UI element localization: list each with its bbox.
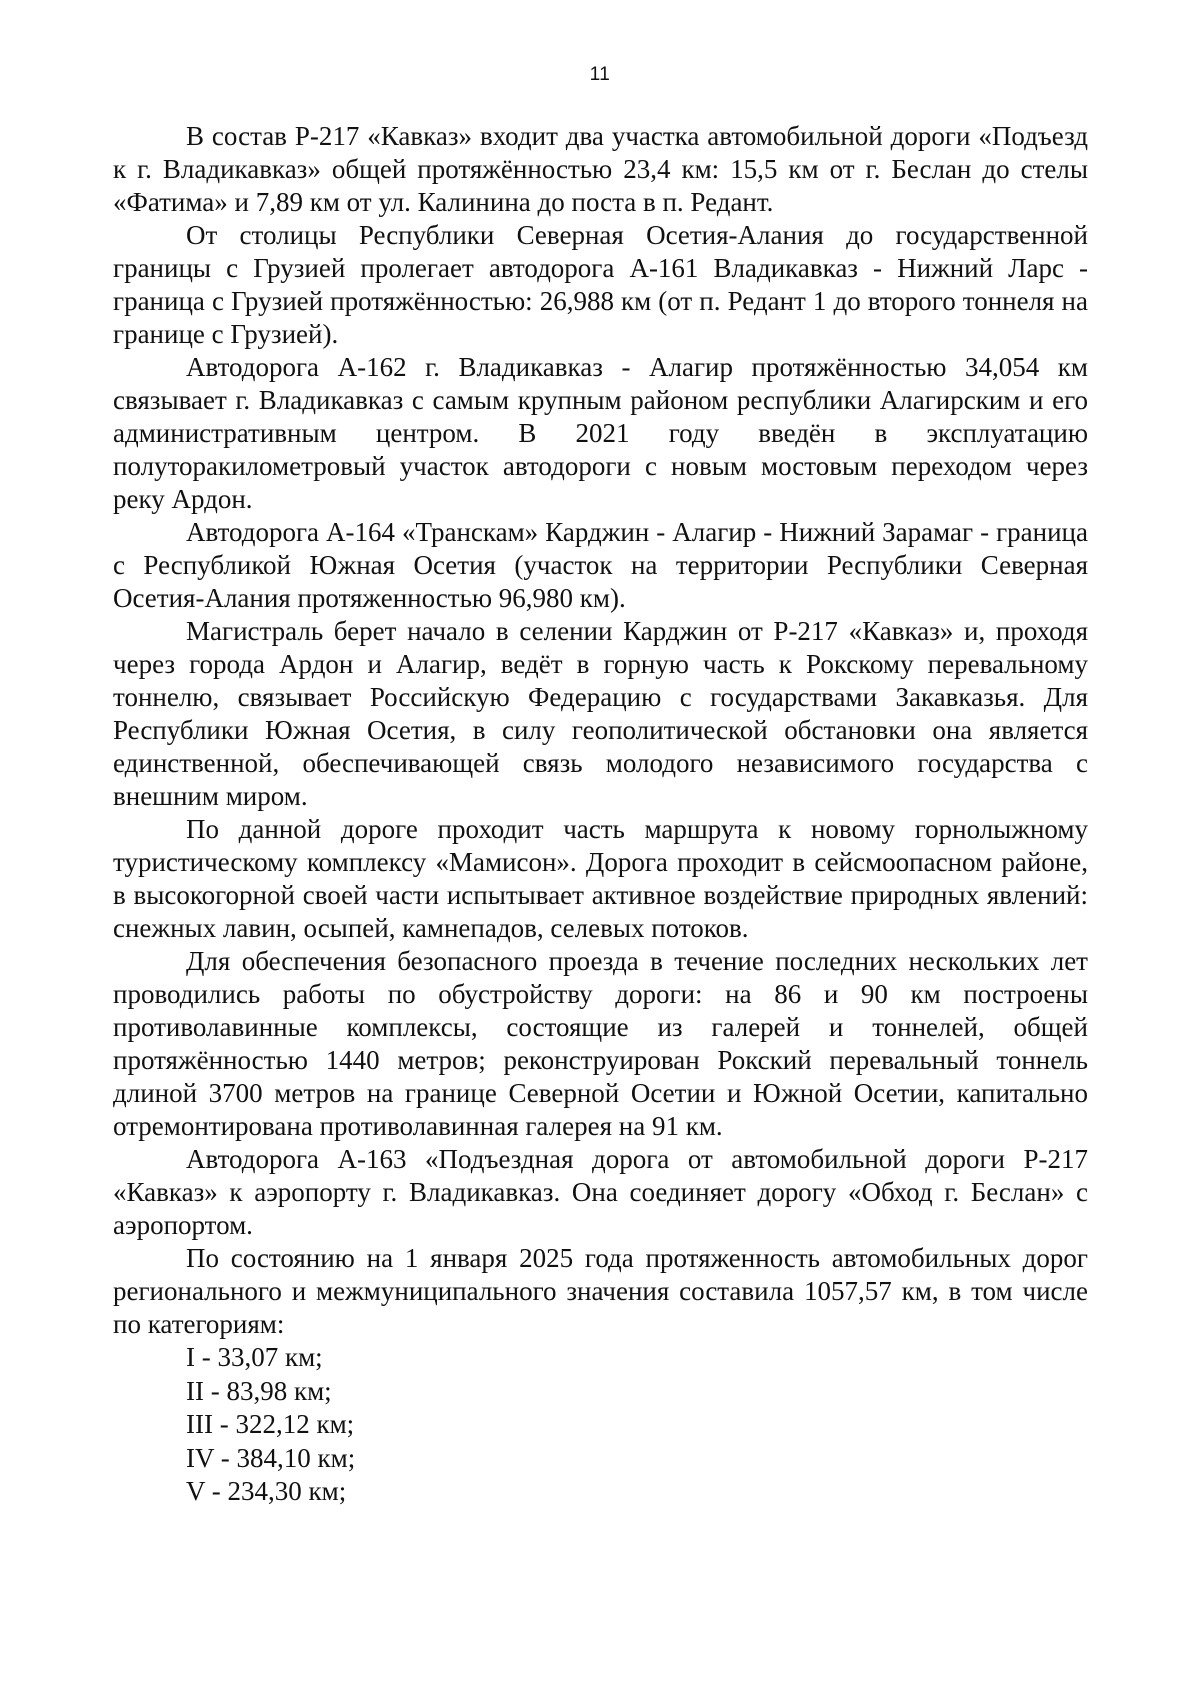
paragraph-a162: Автодорога А-162 г. Владикавказ - Алагир протяжённостью 34,054 км связывает г. Владикавказ с самым крупным районом республики Алагирским и его административным центром. В 2021 году введён в эксплуатацию полуторакилометровый участок автодороги с новым мостовым переходом через реку Ардон. (113, 352, 1088, 514)
page-number: 11 (589, 64, 611, 85)
paragraph-a164: Автодорога А-164 «Транскам» Карджин - Алагир - Нижний Зарамаг - граница с Республикой Южная Осетия (участок на территории Республики Северная Осетия-Алания протяженностью 96,980 км). (113, 517, 1088, 613)
paragraph-safety-works: Для обеспечения безопасного проезда в течение последних нескольких лет проводились работы по обустройству дороги: на 86 и 90 км построены противолавинные комплексы, состоящие из галерей и тоннелей, общей протяжённостью 1440 метров; реконструирован Рокский перевальный тоннель длиной 3700 метров на границе Северной Осетии и Южной Осетии, капитально отремонтирована противолавинная галерея на 91 км. (113, 946, 1088, 1141)
paragraph-magistral: Магистраль берет начало в селении Карджин от Р-217 «Кавказ» и, проходя через города Ардон и Алагир, ведёт в горную часть к Рокскому перевальному тоннелю, связывает Российскую Федерацию с государствами Закавказья. Для Республики Южная Осетия, в силу геополитической обстановки она является единственной, обеспечивающей связь молодого независимого государства с внешним миром. (113, 616, 1088, 811)
category-item: I - 33,07 км; (186, 1342, 323, 1372)
category-item: II - 83,98 км; (186, 1375, 332, 1406)
paragraph-road-length-2025: По состоянию на 1 января 2025 года протяженность автомобильных дорог регионального и межмуниципального значения составила 1057,57 км, в том числе по категориям: (113, 1243, 1088, 1339)
category-list (113, 1341, 1088, 1509)
paragraph-a161: От столицы Республики Северная Осетия-Алания до государственной границы с Грузией пролегает автодорога А-161 Владикавказ - Нижний Ларс - граница с Грузией протяжённостью: 26,988 км (от п. Редант 1 до второго тоннеля на границе с Грузией). (113, 220, 1088, 349)
document-body (113, 120, 1088, 1509)
paragraph-a163: Автодорога А-163 «Подъездная дорога от автомобильной дороги Р-217 «Кавказ» к аэропорту г. Владикавказ. Она соединяет дорогу «Обход г. Беслан» с аэропортом. (113, 1144, 1088, 1240)
paragraph-mamison: По данной дороге проходит часть маршрута к новому горнолыжному туристическому комплексу «Мамисон». Дорога проходит в сейсмоопасном районе, в высокогорной своей части испытывает активное воздействие природных явлений: снежных лавин, осыпей, камнепадов, селевых потоков. (113, 814, 1088, 943)
category-item: IV - 384,10 км; (186, 1442, 356, 1473)
category-item: III - 322,12 км; (186, 1409, 355, 1439)
paragraph-r217-kavkaz: В состав Р-217 «Кавказ» входит два участка автомобильной дороги «Подъезд к г. Владикавказ» общей протяжённостью 23,4 км: 15,5 км от г. Беслан до стелы «Фатима» и 7,89 км от ул. Калинина до поста в п. Редант. (113, 121, 1088, 217)
category-item: V - 234,30 км; (186, 1476, 347, 1506)
